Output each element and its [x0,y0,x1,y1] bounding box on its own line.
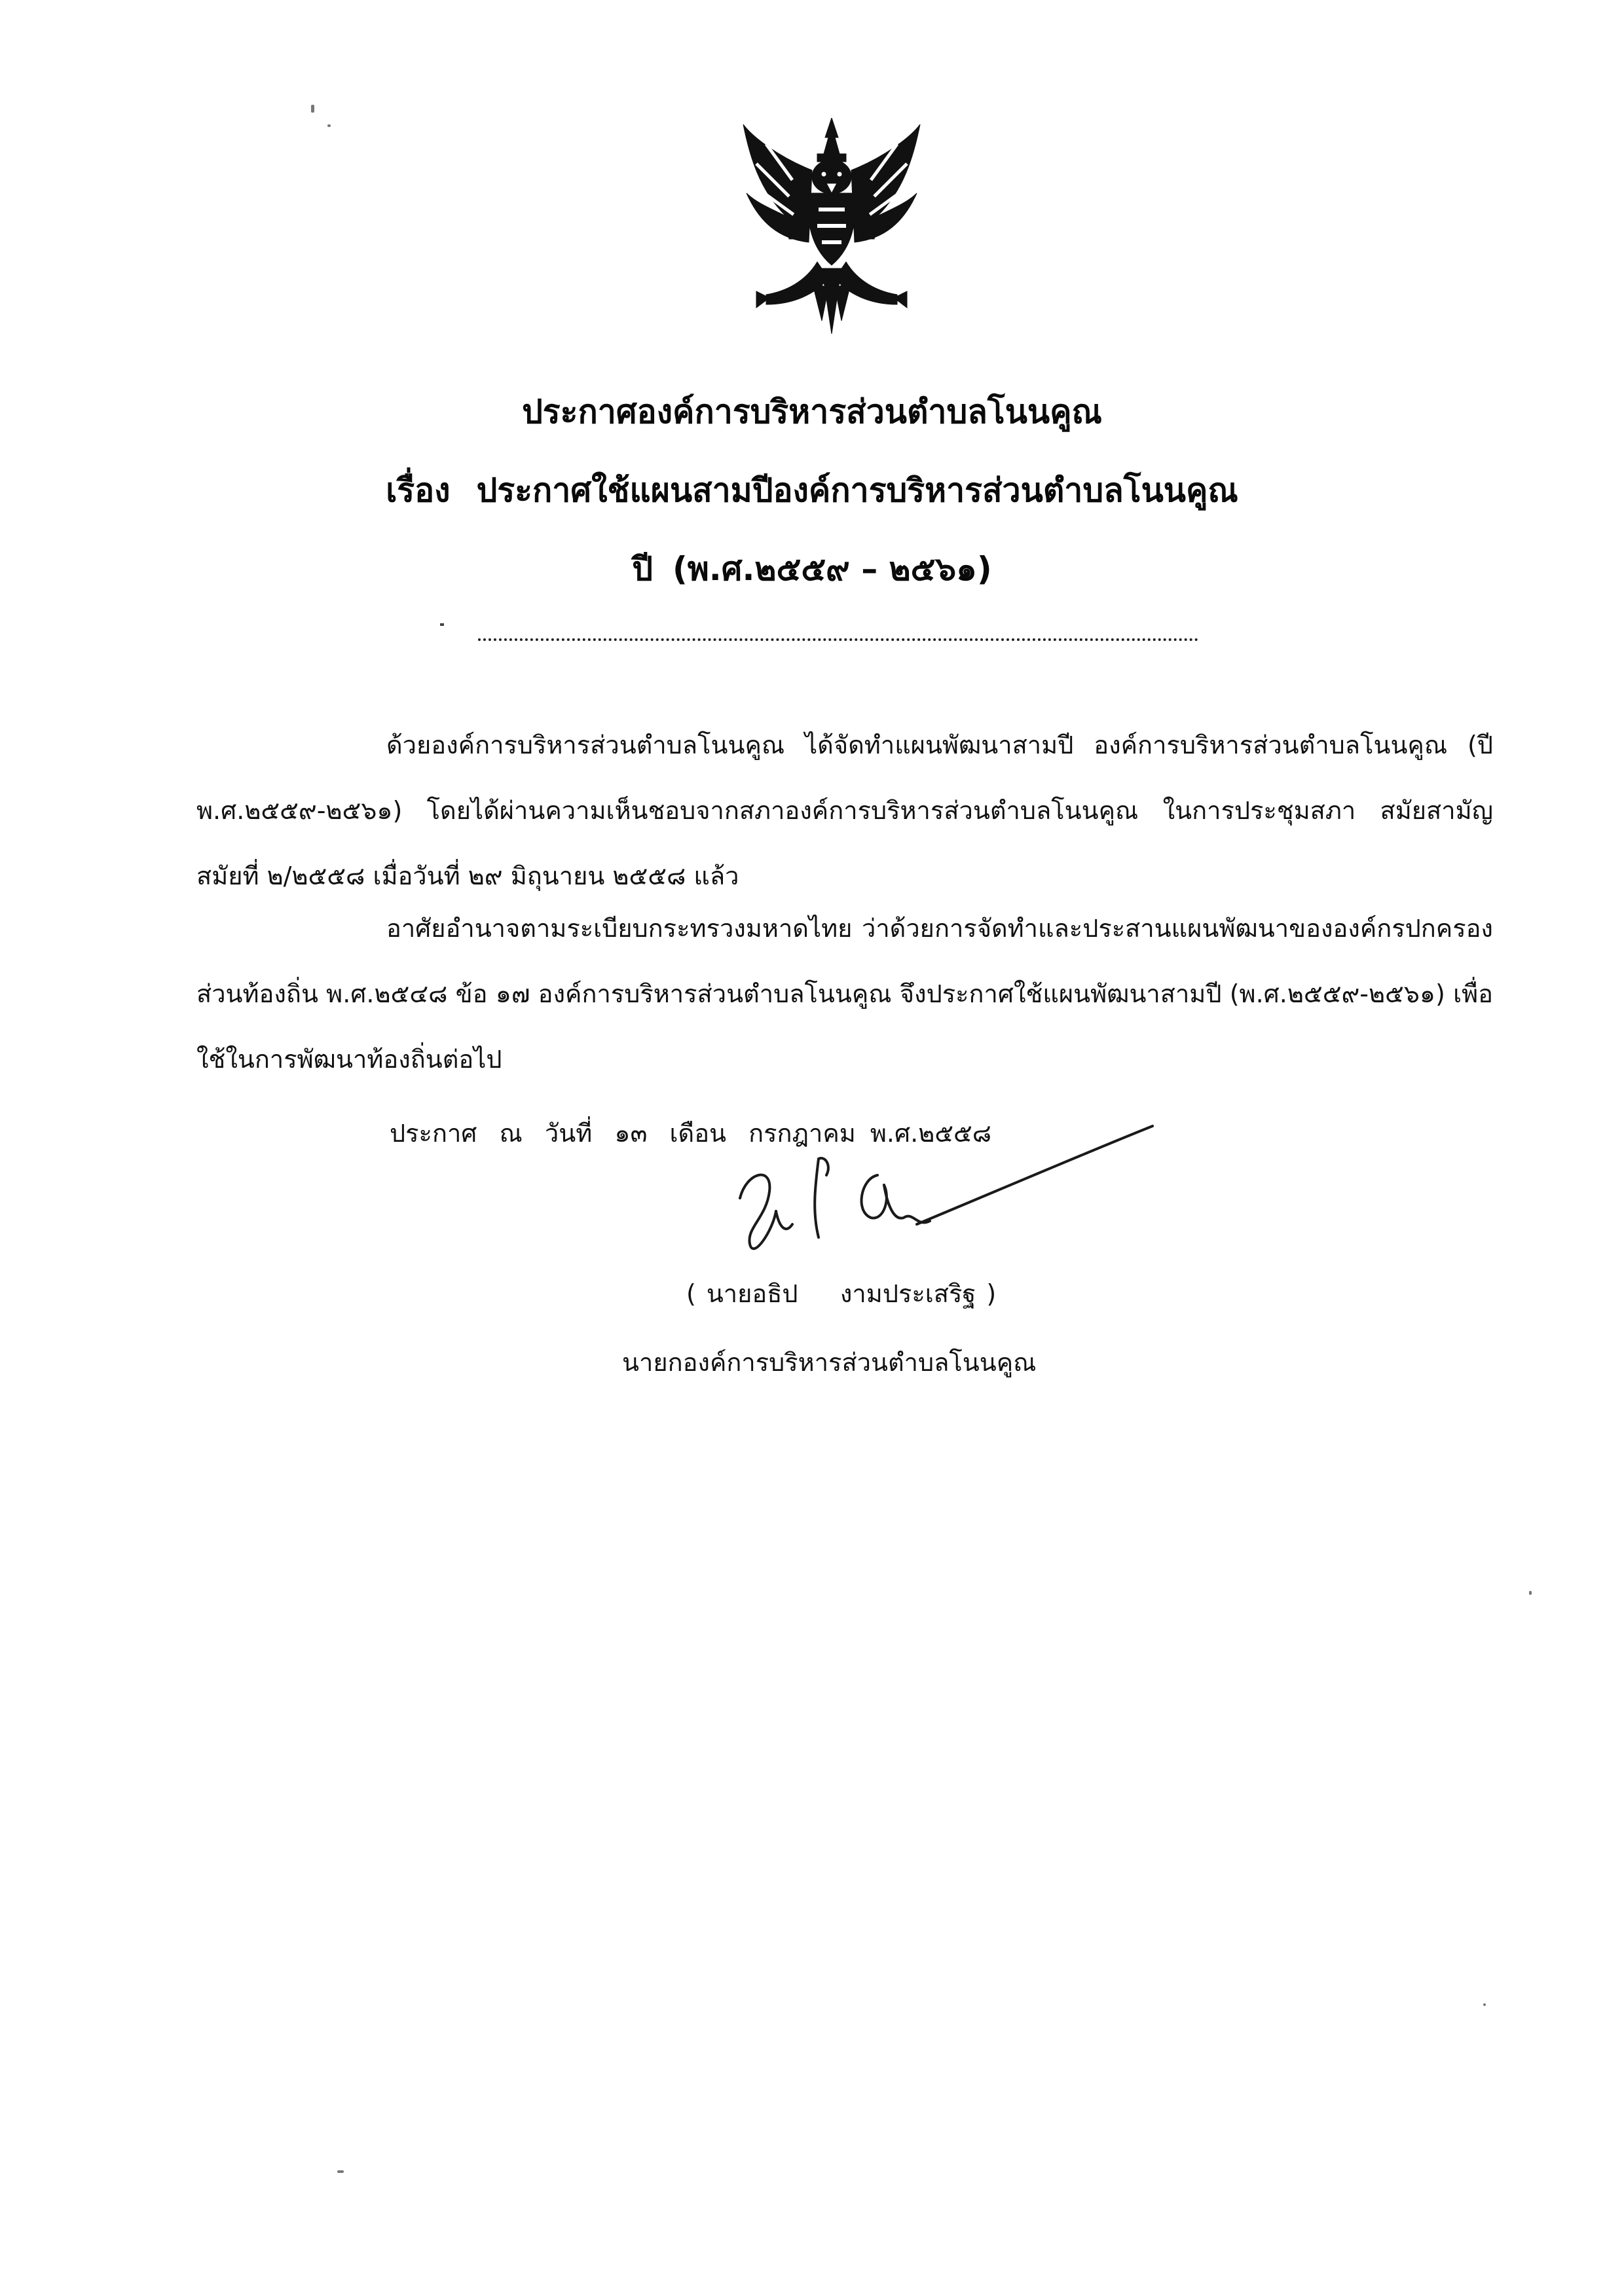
year-label: ปี [632,550,653,588]
scan-speck [311,105,314,113]
date-year: พ.ศ.๒๕๕๘ [870,1119,992,1148]
scan-speck [1483,2003,1486,2006]
date-month-label: เดือน [669,1119,727,1148]
signer-close-paren: ) [986,1279,997,1308]
scan-speck [1529,1591,1532,1595]
date-at-label: ณ [499,1119,523,1148]
date-announce-label: ประกาศ [390,1119,477,1148]
subject-line [0,465,1624,517]
signer-first-name: นายอธิป [706,1279,798,1308]
year-line [0,543,1624,595]
signer-name [681,1273,1001,1313]
body-paragraph-1: ด้วยองค์การบริหารส่วนตำบลโนนคูณ ได้จัดทำแผนพัฒนาสามปี องค์การบริหารส่วนตำบลโนนคูณ (ปี พ.ศ.๒๕๕๙-๒๕๖๑) โดยได้ผ่านความเห็นชอบจากสภาองค์การบริหารส่วนตำบลโนนคูณ ในการประชุมสภา สมัยสามัญ สมัยที่ ๒/๒๕๕๘ เมื่อวันที่ ๒๙ มิถุนายน ๒๕๕๘ แล้ว [196,731,1493,890]
scan-speck [327,124,331,127]
subject-text: ประกาศใช้แผนสามปีองค์การบริหารส่วนตำบลโนนคูณ [476,471,1238,509]
handwritten-signature [720,1113,1179,1277]
signer-title: นายกองค์การบริหารส่วนตำบลโนนคูณ [622,1348,1037,1377]
subject-label: เรื่อง [386,471,451,509]
signer-open-paren: ( [686,1279,696,1308]
date-day-label: วันที่ [544,1119,593,1148]
body-paragraph-2: อาศัยอำนาจตามระเบียบกระทรวงมหาดไทย ว่าด้วยการจัดทำและประสานแผนพัฒนาขององค์กรปกครองส่วนท้องถิ่น พ.ศ.๒๕๔๘ ข้อ ๑๗ องค์การบริหารส่วนตำบลโนนคูณ จึงประกาศใช้แผนพัฒนาสามปี (พ.ศ.๒๕๕๙-๒๕๖๑) เพื่อใช้ในการพัฒนาท้องถิ่นต่อไป [196,914,1493,1074]
garuda-emblem [740,118,923,334]
dotted-separator [478,638,1198,641]
year-range: (พ.ศ.๒๕๕๙ – ๒๕๖๑) [673,550,992,588]
signer-last-name: งามประเสริฐ [840,1279,976,1308]
announcement-title: ประกาศองค์การบริหารส่วนตำบลโนนคูณ [522,393,1102,431]
date-day: ๑๓ [614,1119,648,1148]
date-month: กรกฎาคม [748,1119,856,1148]
stray-mark [440,623,444,626]
scan-speck [337,2170,344,2173]
